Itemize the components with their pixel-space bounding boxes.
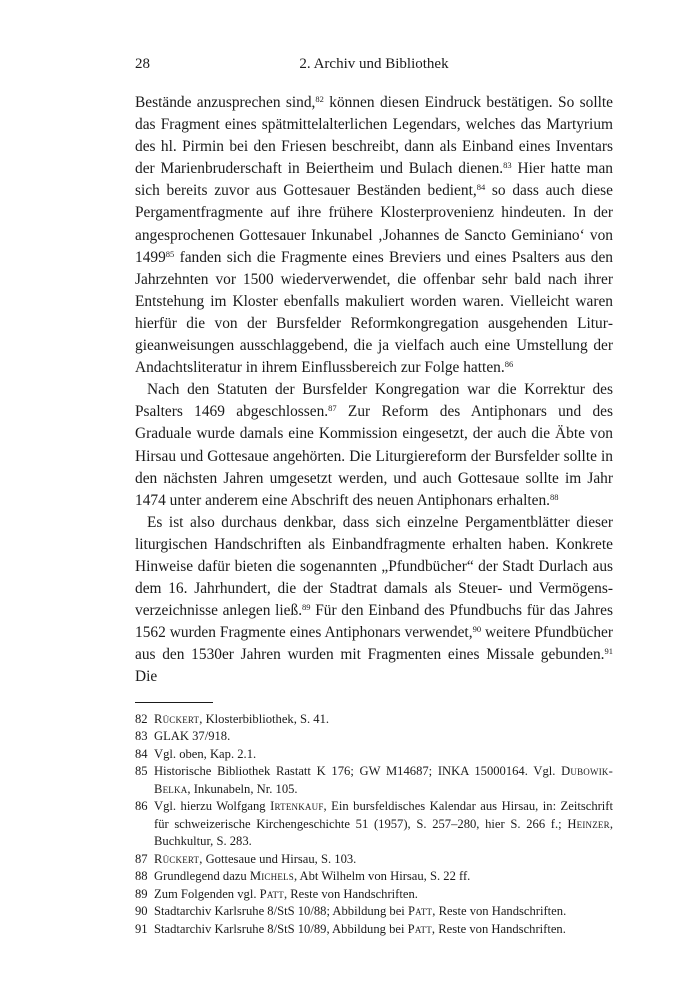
footnote: 83 GLAK 37/918. xyxy=(135,728,613,746)
footnote-ref: 83 xyxy=(503,160,512,171)
footnote-divider xyxy=(135,702,213,703)
footnote: 88 Grundlegend dazu Michels, Abt Wilhelm von Hirsau, S. 22 ff. xyxy=(135,868,613,886)
footnote: 90 Stadtarchiv Karlsruhe 8/StS 10/88; Abbildung bei Patt, Reste von Handschriften. xyxy=(135,903,613,921)
footnote-ref: 89 xyxy=(302,602,311,613)
footnote-ref: 86 xyxy=(504,359,514,370)
footnote: 86 Vgl. hierzu Wolfgang Irtenkauf, Ein bursfeldisches Kalendar aus Hirsau, in: Zeitschrift für schweizerische Kirchengeschichte 51 (1957), S. 257–280, hier S. 266 f.; Heinzer, Buchkultur, S. 283. xyxy=(135,798,613,851)
paragraph: Bestände anzusprechen sind,$^{82}$ können diesen Eindruck bestätigen. So sollte das Fragment eines spätmittelalterlichen Legendars, welches das Martyrium des hl. Pirmin bei den Friesen beschreibt, dann als Einband eines Inventars der Marienbruderschaft in Beiertheim und Bulach dienen.$^{83}$ Hier hatte man sich bereits zuvor aus Gottesauer Beständen bedient,$^{84}$ so dass auch diese Pergamentfragmente auf ihre frühere Klosterprovenienz hindeuten. In der angesprochenen Gottesauer Inkunabel ‚Johannes de Sancto Geminiano‘ von 1499$^{85}$ fanden sich die Fragmente eines Breviers und eines Psalters aus den Jahrzehnten vor 1500 wiederverwendet, die offenbar sehr bald nach ihrer Entstehung im Kloster ebenfalls makuliert worden waren. Vielleicht waren hierfür die von der Bursfelder Reformkongregation ausgehenden Liturgieanweisungen ausschlaggebend, die ja vielfach auch eine Umstellung der Andachtsliteratur in ihrem Einflussbereich zur Folge hatten.$^{86}$ xyxy=(135,94,613,377)
footnote: 89 Zum Folgenden vgl. Patt, Reste von Handschriften. xyxy=(135,886,613,904)
footnote: 85 Historische Bibliothek Rastatt K 176; GW M14687; INKA 15000164. Vgl. Dubowik-Belka, Inkunabeln, Nr. 105. xyxy=(135,763,613,798)
footnote-ref: 87 xyxy=(328,403,337,414)
footnotes xyxy=(135,711,613,939)
footnote: 91 Stadtarchiv Karlsruhe 8/StS 10/89, Abbildung bei Patt, Reste von Handschriften. xyxy=(135,921,613,939)
footnote-ref: 91 xyxy=(604,646,613,657)
paragraph: Es ist also durchaus denkbar, dass sich einzelne Pergamentblätter dieser liturgischen Handschriften als Einbandfragmente erhalten haben. Konkrete Hinweise dafür bieten die sogenannten „Pfundbücher“ der Stadt Durlach aus dem 16. Jahrhundert, die der Stadtrat damals als Steuer- und Vermögensverzeichnisse anlegen ließ.$^{89}$ Für den Einband des Pfundbuchs für das Jahres 1562 wurden Fragmente eines Antiphonars verwendet,$^{90}$ weitere Pfundbücher aus den 1530er Jahren wurden mit Fragmenten eines Missale gebunden.$^{91}$ Die xyxy=(135,513,613,686)
footnote-ref: 84 xyxy=(476,182,486,193)
paragraph: Nach den Statuten der Bursfelder Kongregation war die Korrektur des Psalters 1469 abgeschlossen.$^{87}$ Zur Reform des Antiphonars und des Graduale wurde damals eine Kommission eingesetzt, der auch die Äbte von Hirsau und Gottesaue angehörten. Die Liturgiereform der Bursfelder sollte in den nächsten Jahren umgesetzt werden, und auch Gottesaue sollte im Jahr 1474 unter anderem eine Abschrift des neuen Antiphonars erhalten.$^{88}$ xyxy=(135,381,613,509)
running-title: 2. Archiv und Bibliothek xyxy=(299,56,449,72)
body-text xyxy=(135,92,613,689)
footnote-ref: 88 xyxy=(550,491,559,502)
footnote-ref: 85 xyxy=(165,248,175,259)
footnote: 84 Vgl. oben, Kap. 2.1. xyxy=(135,746,613,764)
footnote-number: 83 xyxy=(135,729,148,744)
footnote-number: 84 xyxy=(135,746,148,761)
footnote: 82 Rückert, Klosterbibliothek, S. 41. xyxy=(135,711,613,729)
page-number: 28 xyxy=(135,56,150,72)
footnote-number: 89 xyxy=(135,886,148,901)
page-header xyxy=(135,56,613,78)
footnote-ref: 90 xyxy=(472,624,482,635)
footnote-number: 86 xyxy=(135,799,148,814)
footnote: 87 Rückert, Gottesaue und Hirsau, S. 103. xyxy=(135,851,613,869)
footnote-number: 82 xyxy=(135,711,148,726)
footnote-number: 91 xyxy=(135,921,148,936)
footnote-number: 88 xyxy=(135,869,148,884)
footnote-number: 90 xyxy=(135,904,148,919)
footnote-number: 87 xyxy=(135,851,148,866)
page xyxy=(135,56,613,938)
footnote-ref: 82 xyxy=(315,94,324,104)
footnote-number: 85 xyxy=(135,764,148,779)
